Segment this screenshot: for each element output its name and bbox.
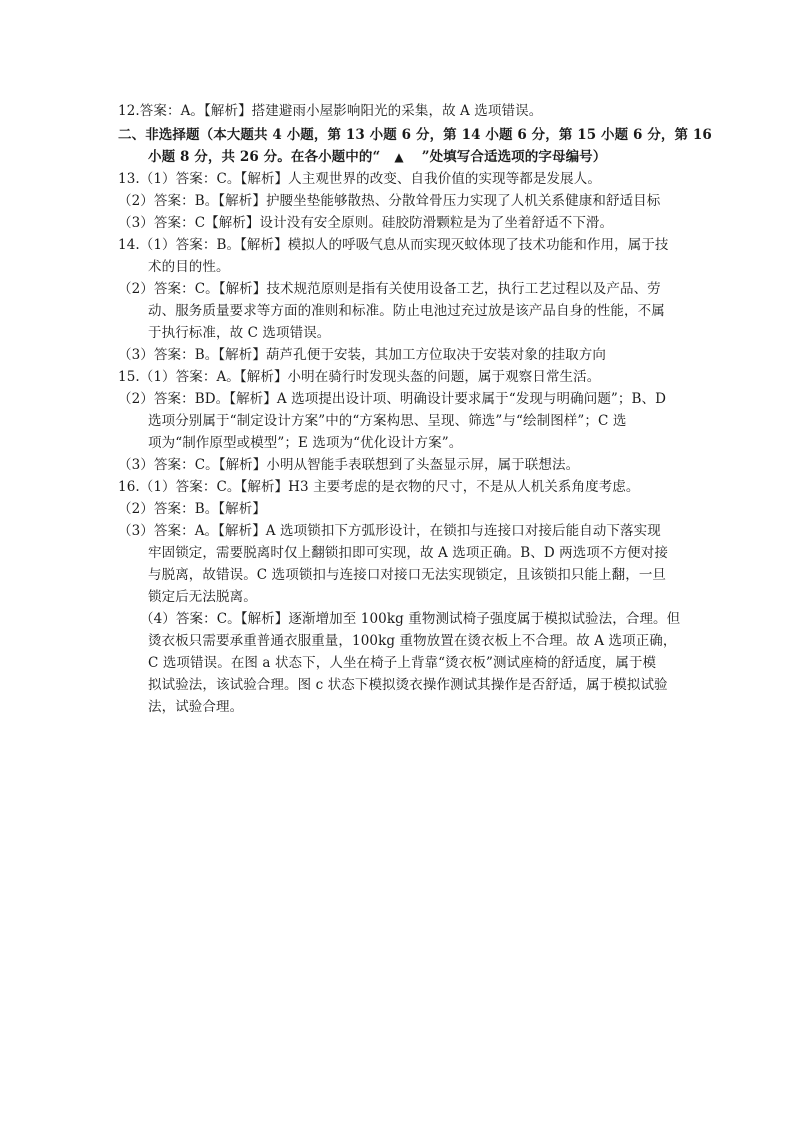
- answer-16-3-cont1: 牢固锁定，需要脱离时仅上翻锁扣即可实现，故 A 选项正确。B、D 两选项不方便对接: [148, 545, 668, 561]
- answer-14-1-cont: 术的目的性。: [148, 259, 230, 275]
- answer-13-3: （3）答案：C【解析】设计没有安全原则。硅胶防滑颗粒是为了坐着舒适不下滑。: [118, 215, 614, 231]
- answer-16-2: （2）答案：B。【解析】: [118, 501, 266, 517]
- answer-15-1: 15.（1）答案：A。【解析】小明在骑行时发现头盔的问题，属于观察日常生活。: [118, 369, 601, 385]
- answer-14-2: （2）答案：C。【解析】技术规范原则是指有关使用设备工艺，执行工艺过程以及产品、劳: [118, 281, 661, 297]
- section-heading-part-b: ”处填写合适选项的字母编号）: [421, 149, 607, 165]
- answer-16-4-cont3: 拟试验法，该试验合理。图 c 状态下模拟烫衣操作测试其操作是否舒适，属于模拟试验: [148, 677, 668, 693]
- answer-16-4-cont4: 法，试验合理。: [148, 699, 244, 715]
- answer-15-2-cont2: 项为“制作原型或模型”；E 选项为“优化设计方案”。: [148, 435, 463, 451]
- answer-16-4-cont1: 烫衣板只需要承重普通衣服重量，100kg 重物放置在烫衣板上不合理。故 A 选项正确，: [148, 633, 677, 649]
- answer-16-4-cont2: C 选项错误。在图 a 状态下，人坐在椅子上背靠“烫衣板”测试座椅的舒适度，属于模: [148, 655, 657, 671]
- section-heading: 二、非选择题（本大题共 4 小题，第 13 小题 6 分，第 14 小题 6 分，第 15 小题 6 分，第 16: [118, 127, 712, 143]
- answer-13-1: 13.（1）答案：C。【解析】人主观世界的改变、自我价值的实现等都是发展人。: [118, 171, 601, 187]
- answer-12: 12.答案：A。【解析】搭建避雨小屋影响阳光的采集，故 A 选项错误。: [118, 103, 543, 119]
- answer-14-2-cont2: 于执行标准，故 C 选项错误。: [148, 325, 331, 341]
- answer-14-2-cont1: 动、服务质量要求等方面的准则和标准。防止电池过充过放是该产品自身的性能，不属: [148, 303, 665, 319]
- section-heading-continued: [148, 146, 606, 168]
- answer-16-3-cont2: 与脱离，故错误。C 选项锁扣与连接口对接口无法实现锁定，且该锁扣只能上翻，一旦: [148, 567, 667, 583]
- answer-14-1: 14.（1）答案：B。【解析】模拟人的呼吸气息从而实现灭蚊体现了技术功能和作用，属于技: [118, 237, 669, 253]
- answer-16-4: （4）答案：C。【解析】逐渐增加至 100kg 重物测试椅子强度属于模拟试验法，合理。但: [140, 611, 681, 627]
- answer-15-2-cont1: 选项分别属于“制定设计方案”中的“方案构思、呈现、筛选”与“绘制图样”；C 选: [148, 413, 627, 429]
- answer-16-1: 16.（1）答案：C。【解析】H3 主要考虑的是衣物的尺寸，不是从人机关系角度考虑。: [118, 479, 640, 495]
- answer-15-3: （3）答案：C。【解析】小明从智能手表联想到了头盔显示屏，属于联想法。: [118, 457, 580, 473]
- answer-13-2: （2）答案：B。【解析】护腰坐垫能够散热、分散耸骨压力实现了人机关系健康和舒适目标: [118, 193, 661, 209]
- answer-16-3-cont3: 锁定后无法脱离。: [148, 589, 257, 605]
- section-heading-part-a: 小题 8 分，共 26 分。在各小题中的“: [148, 149, 381, 165]
- answer-15-2: （2）答案：BD。【解析】A 选项提出设计项、明确设计要求属于“发现与明确问题”；B、D: [118, 391, 667, 407]
- answer-14-3: （3）答案：B。【解析】葫芦孔便于安装，其加工方位取决于安装对象的挂取方向: [118, 347, 606, 363]
- answer-16-3: （3）答案：A。【解析】A 选项锁扣下方弧形设计，在锁扣与连接口对接后能自动下落实现: [118, 523, 661, 539]
- triangle-mark-icon: ▲: [394, 150, 404, 164]
